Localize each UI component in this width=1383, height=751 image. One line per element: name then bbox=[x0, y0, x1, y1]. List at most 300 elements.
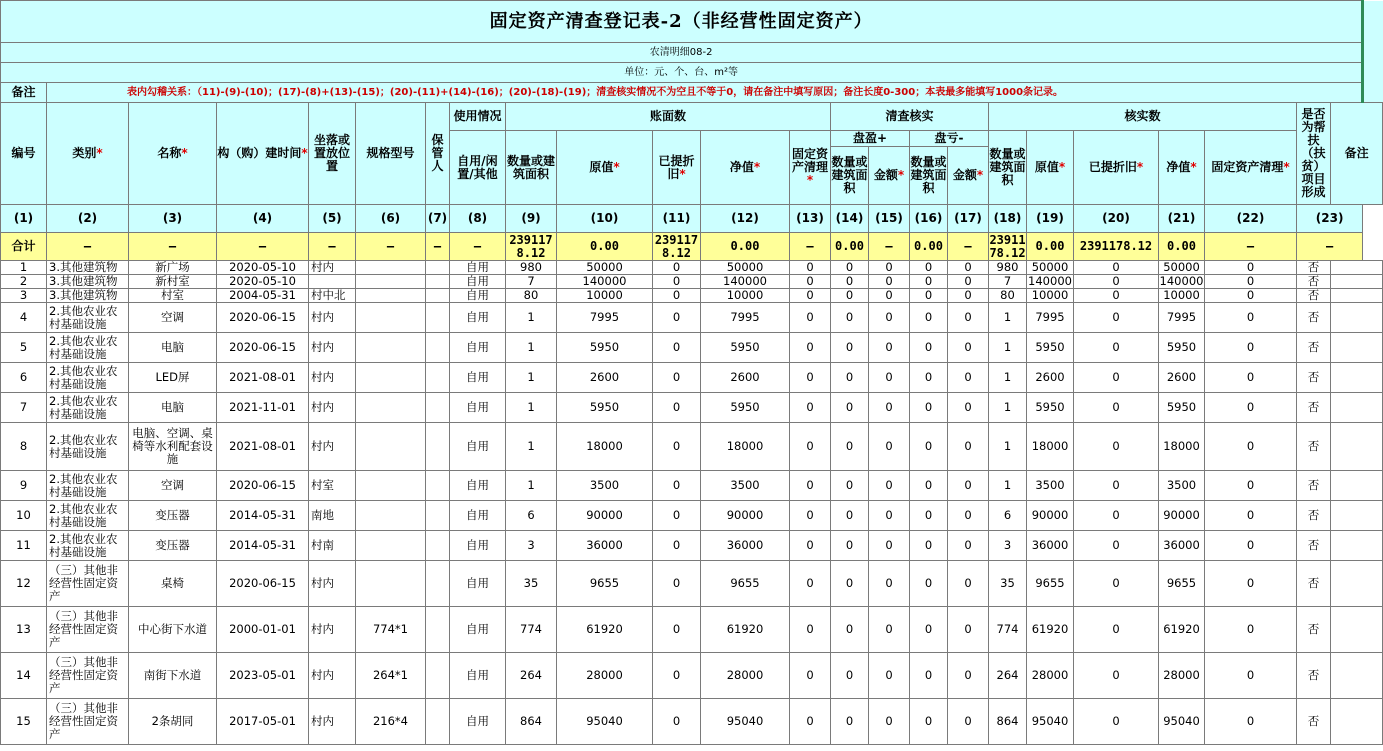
table-cell[interactable]: 0 bbox=[1205, 531, 1297, 561]
table-cell[interactable] bbox=[309, 275, 356, 289]
table-cell[interactable]: 0 bbox=[790, 261, 831, 275]
table-cell[interactable] bbox=[426, 561, 450, 607]
table-cell[interactable] bbox=[426, 261, 450, 275]
table-cell[interactable]: 0 bbox=[910, 607, 948, 653]
table-cell[interactable]: 0 bbox=[790, 699, 831, 745]
table-cell[interactable]: 3.其他建筑物 bbox=[47, 261, 129, 275]
table-cell[interactable]: 36000 bbox=[557, 531, 653, 561]
table-cell[interactable]: 桌椅 bbox=[129, 561, 217, 607]
table-cell[interactable]: 0 bbox=[869, 275, 910, 289]
table-cell[interactable]: 0 bbox=[790, 289, 831, 303]
table-row[interactable] bbox=[1, 261, 1383, 275]
remark-cell[interactable] bbox=[1331, 471, 1383, 501]
table-cell[interactable]: 变压器 bbox=[129, 501, 217, 531]
table-cell[interactable]: 否 bbox=[1297, 653, 1331, 699]
table-cell[interactable]: 0 bbox=[831, 275, 869, 289]
table-cell[interactable] bbox=[356, 363, 426, 393]
table-cell[interactable]: 774*1 bbox=[356, 607, 426, 653]
table-cell[interactable]: 1 bbox=[1, 261, 47, 275]
table-cell[interactable]: 2.其他农业农村基础设施 bbox=[47, 333, 129, 363]
table-cell[interactable]: 0 bbox=[1074, 653, 1159, 699]
table-cell[interactable]: 80 bbox=[506, 289, 557, 303]
table-cell[interactable]: 否 bbox=[1297, 261, 1331, 275]
table-cell[interactable]: 5950 bbox=[1027, 333, 1074, 363]
table-cell[interactable]: 0 bbox=[948, 333, 989, 363]
table-cell[interactable]: 0 bbox=[948, 531, 989, 561]
table-cell[interactable]: 自用 bbox=[450, 471, 506, 501]
table-cell[interactable]: 7 bbox=[989, 275, 1027, 289]
table-cell[interactable]: 0 bbox=[790, 653, 831, 699]
table-cell[interactable]: 1 bbox=[989, 333, 1027, 363]
table-cell[interactable]: 0 bbox=[948, 423, 989, 471]
table-row[interactable] bbox=[1, 333, 1383, 363]
table-cell[interactable]: 2020-05-10 bbox=[217, 275, 309, 289]
table-cell[interactable]: 2.其他农业农村基础设施 bbox=[47, 363, 129, 393]
table-cell[interactable]: 35 bbox=[989, 561, 1027, 607]
table-cell[interactable]: 0 bbox=[1205, 699, 1297, 745]
table-cell[interactable]: 0 bbox=[1074, 393, 1159, 423]
table-cell[interactable]: 自用 bbox=[450, 501, 506, 531]
table-cell[interactable]: 0 bbox=[1205, 333, 1297, 363]
table-cell[interactable]: 0 bbox=[948, 653, 989, 699]
table-cell[interactable]: 否 bbox=[1297, 275, 1331, 289]
table-cell[interactable]: 0 bbox=[869, 423, 910, 471]
table-cell[interactable]: 南地 bbox=[309, 501, 356, 531]
table-cell[interactable]: 0 bbox=[1205, 653, 1297, 699]
table-cell[interactable]: 3500 bbox=[1027, 471, 1074, 501]
table-cell[interactable]: 7 bbox=[506, 275, 557, 289]
table-cell[interactable]: 2023-05-01 bbox=[217, 653, 309, 699]
table-cell[interactable]: 0 bbox=[653, 501, 701, 531]
table-cell[interactable]: 空调 bbox=[129, 303, 217, 333]
table-cell[interactable]: 0 bbox=[910, 501, 948, 531]
table-cell[interactable]: 0 bbox=[790, 333, 831, 363]
table-cell[interactable]: 774 bbox=[989, 607, 1027, 653]
table-cell[interactable]: 2020-06-15 bbox=[217, 471, 309, 501]
table-cell[interactable]: 14 bbox=[1, 653, 47, 699]
table-row[interactable] bbox=[1, 607, 1383, 653]
table-cell[interactable]: 0 bbox=[910, 303, 948, 333]
table-cell[interactable]: 自用 bbox=[450, 303, 506, 333]
table-cell[interactable] bbox=[426, 363, 450, 393]
table-cell[interactable]: 35 bbox=[506, 561, 557, 607]
table-cell[interactable]: 自用 bbox=[450, 261, 506, 275]
table-cell[interactable]: 否 bbox=[1297, 471, 1331, 501]
table-cell[interactable] bbox=[426, 289, 450, 303]
table-cell[interactable]: 村内 bbox=[309, 363, 356, 393]
table-cell[interactable]: 9 bbox=[1, 471, 47, 501]
table-cell[interactable]: （三）其他非经营性固定资产 bbox=[47, 607, 129, 653]
table-cell[interactable]: 0 bbox=[653, 471, 701, 501]
table-cell[interactable]: 3500 bbox=[701, 471, 790, 501]
table-cell[interactable]: 0 bbox=[1074, 501, 1159, 531]
table-cell[interactable] bbox=[426, 531, 450, 561]
table-cell[interactable]: 1 bbox=[989, 303, 1027, 333]
table-row[interactable] bbox=[1, 393, 1383, 423]
table-cell[interactable]: 774 bbox=[506, 607, 557, 653]
table-cell[interactable]: 80 bbox=[989, 289, 1027, 303]
table-cell[interactable]: 1 bbox=[506, 363, 557, 393]
table-cell[interactable]: 0 bbox=[948, 699, 989, 745]
table-cell[interactable] bbox=[356, 303, 426, 333]
table-cell[interactable]: 2600 bbox=[1027, 363, 1074, 393]
table-cell[interactable]: 9655 bbox=[701, 561, 790, 607]
table-cell[interactable] bbox=[426, 501, 450, 531]
table-cell[interactable]: 5950 bbox=[557, 333, 653, 363]
table-cell[interactable]: 村内 bbox=[309, 561, 356, 607]
table-cell[interactable]: 0 bbox=[831, 261, 869, 275]
table-cell[interactable]: 2004-05-31 bbox=[217, 289, 309, 303]
table-cell[interactable]: 村内 bbox=[309, 607, 356, 653]
table-cell[interactable]: 0 bbox=[790, 607, 831, 653]
table-cell[interactable]: 0 bbox=[869, 607, 910, 653]
table-cell[interactable]: 0 bbox=[1205, 423, 1297, 471]
table-cell[interactable] bbox=[426, 423, 450, 471]
table-cell[interactable]: 0 bbox=[831, 393, 869, 423]
table-cell[interactable]: 0 bbox=[948, 471, 989, 501]
table-cell[interactable]: 村内 bbox=[309, 393, 356, 423]
table-cell[interactable]: 18000 bbox=[701, 423, 790, 471]
table-cell[interactable]: 0 bbox=[653, 531, 701, 561]
table-cell[interactable]: 否 bbox=[1297, 607, 1331, 653]
table-cell[interactable]: 自用 bbox=[450, 607, 506, 653]
table-cell[interactable]: 28000 bbox=[701, 653, 790, 699]
table-cell[interactable]: 村内 bbox=[309, 653, 356, 699]
table-cell[interactable]: 2 bbox=[1, 275, 47, 289]
table-cell[interactable] bbox=[426, 303, 450, 333]
table-cell[interactable]: 0 bbox=[653, 275, 701, 289]
table-cell[interactable]: 11 bbox=[1, 531, 47, 561]
table-cell[interactable]: 2000-01-01 bbox=[217, 607, 309, 653]
remark-cell[interactable] bbox=[1331, 333, 1383, 363]
table-cell[interactable]: 3 bbox=[506, 531, 557, 561]
table-cell[interactable]: 0 bbox=[1205, 471, 1297, 501]
table-cell[interactable]: 2021-08-01 bbox=[217, 423, 309, 471]
table-cell[interactable]: 2.其他农业农村基础设施 bbox=[47, 501, 129, 531]
table-cell[interactable]: 7995 bbox=[557, 303, 653, 333]
table-cell[interactable]: 0 bbox=[831, 423, 869, 471]
table-cell[interactable]: 村室 bbox=[129, 289, 217, 303]
table-cell[interactable]: 否 bbox=[1297, 363, 1331, 393]
table-cell[interactable]: 0 bbox=[790, 363, 831, 393]
table-cell[interactable]: 864 bbox=[506, 699, 557, 745]
table-cell[interactable]: 1 bbox=[506, 423, 557, 471]
table-cell[interactable]: 0 bbox=[1074, 261, 1159, 275]
table-cell[interactable]: 1 bbox=[989, 363, 1027, 393]
remark-cell[interactable] bbox=[1331, 363, 1383, 393]
remark-cell[interactable] bbox=[1331, 393, 1383, 423]
table-cell[interactable]: 216*4 bbox=[356, 699, 426, 745]
table-cell[interactable]: 2020-06-15 bbox=[217, 561, 309, 607]
table-cell[interactable]: 0 bbox=[653, 607, 701, 653]
table-cell[interactable]: 0 bbox=[910, 289, 948, 303]
table-cell[interactable] bbox=[356, 275, 426, 289]
table-cell[interactable]: 0 bbox=[948, 275, 989, 289]
table-cell[interactable]: 1 bbox=[506, 333, 557, 363]
table-cell[interactable]: 2014-05-31 bbox=[217, 501, 309, 531]
table-cell[interactable]: 2.其他农业农村基础设施 bbox=[47, 393, 129, 423]
table-cell[interactable]: 0 bbox=[910, 531, 948, 561]
table-cell[interactable] bbox=[356, 501, 426, 531]
table-cell[interactable]: 0 bbox=[831, 561, 869, 607]
table-cell[interactable]: 13 bbox=[1, 607, 47, 653]
table-cell[interactable]: 0 bbox=[831, 501, 869, 531]
table-cell[interactable]: 0 bbox=[1205, 275, 1297, 289]
table-cell[interactable]: 0 bbox=[831, 653, 869, 699]
table-cell[interactable]: 61920 bbox=[1027, 607, 1074, 653]
table-cell[interactable]: 0 bbox=[910, 261, 948, 275]
table-cell[interactable]: 5950 bbox=[557, 393, 653, 423]
table-cell[interactable]: 0 bbox=[1074, 289, 1159, 303]
table-cell[interactable]: 2020-06-15 bbox=[217, 303, 309, 333]
table-cell[interactable]: 1 bbox=[506, 471, 557, 501]
table-cell[interactable]: 5950 bbox=[1159, 333, 1205, 363]
table-cell[interactable]: 2020-06-15 bbox=[217, 333, 309, 363]
table-cell[interactable]: 新广场 bbox=[129, 261, 217, 275]
remark-cell[interactable] bbox=[1331, 289, 1383, 303]
table-cell[interactable] bbox=[356, 261, 426, 275]
table-cell[interactable]: 否 bbox=[1297, 561, 1331, 607]
table-cell[interactable]: 否 bbox=[1297, 531, 1331, 561]
table-cell[interactable]: 6 bbox=[1, 363, 47, 393]
table-cell[interactable]: 2600 bbox=[1159, 363, 1205, 393]
table-cell[interactable]: 3 bbox=[1, 289, 47, 303]
table-cell[interactable]: 0 bbox=[790, 531, 831, 561]
remark-cell[interactable] bbox=[1331, 261, 1383, 275]
remark-cell[interactable] bbox=[1331, 531, 1383, 561]
table-cell[interactable]: 否 bbox=[1297, 393, 1331, 423]
table-cell[interactable]: 6 bbox=[989, 501, 1027, 531]
table-cell[interactable]: 0 bbox=[1074, 363, 1159, 393]
table-cell[interactable]: 自用 bbox=[450, 333, 506, 363]
table-cell[interactable]: 0 bbox=[653, 561, 701, 607]
table-cell[interactable]: LED屏 bbox=[129, 363, 217, 393]
table-cell[interactable]: 0 bbox=[948, 501, 989, 531]
table-cell[interactable]: 10000 bbox=[557, 289, 653, 303]
table-cell[interactable]: 1 bbox=[989, 423, 1027, 471]
table-cell[interactable]: 0 bbox=[869, 531, 910, 561]
table-cell[interactable] bbox=[426, 275, 450, 289]
table-cell[interactable]: 自用 bbox=[450, 275, 506, 289]
table-cell[interactable] bbox=[356, 333, 426, 363]
table-cell[interactable]: 0 bbox=[1074, 531, 1159, 561]
table-cell[interactable]: 电脑、空调、桌椅等水利配套设施 bbox=[129, 423, 217, 471]
table-cell[interactable]: 9655 bbox=[1027, 561, 1074, 607]
table-cell[interactable]: 61920 bbox=[701, 607, 790, 653]
table-cell[interactable]: 0 bbox=[869, 393, 910, 423]
table-cell[interactable]: 0 bbox=[1074, 471, 1159, 501]
table-cell[interactable]: 自用 bbox=[450, 393, 506, 423]
table-cell[interactable]: 2017-05-01 bbox=[217, 699, 309, 745]
table-cell[interactable]: 村内 bbox=[309, 333, 356, 363]
table-cell[interactable]: 0 bbox=[910, 561, 948, 607]
table-cell[interactable]: 2600 bbox=[701, 363, 790, 393]
table-cell[interactable]: 0 bbox=[790, 501, 831, 531]
table-cell[interactable]: 自用 bbox=[450, 289, 506, 303]
table-cell[interactable]: 0 bbox=[831, 607, 869, 653]
table-cell[interactable]: 电脑 bbox=[129, 333, 217, 363]
table-cell[interactable] bbox=[426, 653, 450, 699]
table-cell[interactable] bbox=[356, 561, 426, 607]
table-cell[interactable]: 0 bbox=[910, 423, 948, 471]
table-cell[interactable]: 自用 bbox=[450, 653, 506, 699]
table-cell[interactable]: 中心街下水道 bbox=[129, 607, 217, 653]
table-cell[interactable]: 2.其他农业农村基础设施 bbox=[47, 531, 129, 561]
table-cell[interactable]: 36000 bbox=[1027, 531, 1074, 561]
table-row[interactable] bbox=[1, 303, 1383, 333]
table-cell[interactable]: 28000 bbox=[557, 653, 653, 699]
table-cell[interactable] bbox=[356, 471, 426, 501]
table-cell[interactable]: 864 bbox=[989, 699, 1027, 745]
table-cell[interactable]: 0 bbox=[948, 261, 989, 275]
table-cell[interactable]: 0 bbox=[1074, 699, 1159, 745]
table-cell[interactable]: 村中北 bbox=[309, 289, 356, 303]
table-cell[interactable] bbox=[356, 289, 426, 303]
table-cell[interactable]: 8 bbox=[1, 423, 47, 471]
table-cell[interactable]: 变压器 bbox=[129, 531, 217, 561]
table-cell[interactable]: 0 bbox=[653, 653, 701, 699]
remark-cell[interactable] bbox=[1331, 607, 1383, 653]
table-cell[interactable]: 10000 bbox=[1159, 289, 1205, 303]
table-cell[interactable]: 95040 bbox=[1159, 699, 1205, 745]
table-row[interactable] bbox=[1, 275, 1383, 289]
table-cell[interactable]: 3500 bbox=[1159, 471, 1205, 501]
table-cell[interactable]: 0 bbox=[1074, 561, 1159, 607]
table-cell[interactable]: 0 bbox=[869, 261, 910, 275]
table-cell[interactable]: 否 bbox=[1297, 303, 1331, 333]
table-cell[interactable]: 0 bbox=[831, 303, 869, 333]
table-cell[interactable]: 36000 bbox=[701, 531, 790, 561]
table-cell[interactable]: 0 bbox=[653, 393, 701, 423]
table-row[interactable] bbox=[1, 423, 1383, 471]
table-cell[interactable]: 0 bbox=[948, 289, 989, 303]
table-cell[interactable]: 0 bbox=[1205, 561, 1297, 607]
table-cell[interactable]: 18000 bbox=[1027, 423, 1074, 471]
table-cell[interactable]: 0 bbox=[831, 363, 869, 393]
table-cell[interactable]: 50000 bbox=[701, 261, 790, 275]
table-cell[interactable]: 95040 bbox=[557, 699, 653, 745]
table-cell[interactable]: 1 bbox=[989, 393, 1027, 423]
table-row[interactable] bbox=[1, 501, 1383, 531]
table-cell[interactable]: 0 bbox=[948, 607, 989, 653]
table-row[interactable] bbox=[1, 699, 1383, 745]
table-cell[interactable]: 10 bbox=[1, 501, 47, 531]
table-cell[interactable]: 村内 bbox=[309, 303, 356, 333]
table-cell[interactable]: 0 bbox=[869, 653, 910, 699]
table-cell[interactable]: 18000 bbox=[557, 423, 653, 471]
table-cell[interactable]: 61920 bbox=[1159, 607, 1205, 653]
table-cell[interactable]: 5950 bbox=[1027, 393, 1074, 423]
table-row[interactable] bbox=[1, 561, 1383, 607]
remark-cell[interactable] bbox=[1331, 561, 1383, 607]
table-cell[interactable]: 140000 bbox=[701, 275, 790, 289]
remark-cell[interactable] bbox=[1331, 423, 1383, 471]
table-cell[interactable]: 140000 bbox=[1028, 274, 1072, 288]
table-cell[interactable]: 2021-11-01 bbox=[217, 393, 309, 423]
table-cell[interactable]: 9655 bbox=[1159, 561, 1205, 607]
table-cell[interactable]: 否 bbox=[1297, 333, 1331, 363]
table-cell[interactable]: 0 bbox=[948, 393, 989, 423]
table-cell[interactable]: 140000 bbox=[1159, 274, 1204, 288]
table-cell[interactable]: 0 bbox=[1205, 393, 1297, 423]
table-cell[interactable]: 村南 bbox=[309, 531, 356, 561]
table-cell[interactable]: 0 bbox=[1074, 303, 1159, 333]
table-cell[interactable]: 0 bbox=[1205, 261, 1297, 275]
table-cell[interactable]: 980 bbox=[506, 261, 557, 275]
table-cell[interactable]: 0 bbox=[910, 333, 948, 363]
table-cell[interactable]: 7995 bbox=[701, 303, 790, 333]
table-cell[interactable]: 否 bbox=[1297, 501, 1331, 531]
table-cell[interactable]: 村内 bbox=[309, 699, 356, 745]
table-cell[interactable]: 0 bbox=[653, 423, 701, 471]
table-cell[interactable]: 0 bbox=[869, 471, 910, 501]
table-cell[interactable]: 0 bbox=[790, 303, 831, 333]
table-cell[interactable]: 自用 bbox=[450, 699, 506, 745]
table-cell[interactable]: 村内 bbox=[309, 423, 356, 471]
table-cell[interactable]: 0 bbox=[1074, 423, 1159, 471]
table-cell[interactable]: 7995 bbox=[1159, 303, 1205, 333]
table-cell[interactable]: 7 bbox=[1, 393, 47, 423]
table-cell[interactable]: 12 bbox=[1, 561, 47, 607]
table-cell[interactable]: 50000 bbox=[1159, 261, 1205, 275]
table-cell[interactable]: 村内 bbox=[309, 261, 356, 275]
table-row[interactable] bbox=[1, 653, 1383, 699]
table-cell[interactable]: 1 bbox=[989, 471, 1027, 501]
table-cell[interactable]: 2020-05-10 bbox=[217, 261, 309, 275]
table-cell[interactable]: 否 bbox=[1297, 699, 1331, 745]
table-cell[interactable]: 0 bbox=[1205, 363, 1297, 393]
table-cell[interactable]: 0 bbox=[790, 423, 831, 471]
table-cell[interactable]: 10000 bbox=[701, 289, 790, 303]
table-cell[interactable]: 264 bbox=[506, 653, 557, 699]
table-cell[interactable]: 0 bbox=[831, 471, 869, 501]
table-cell[interactable]: 90000 bbox=[1027, 501, 1074, 531]
table-row[interactable] bbox=[1, 289, 1383, 303]
table-cell[interactable]: 2.其他农业农村基础设施 bbox=[47, 423, 129, 471]
table-cell[interactable]: 0 bbox=[653, 699, 701, 745]
table-cell[interactable]: （三）其他非经营性固定资产 bbox=[47, 653, 129, 699]
table-row[interactable] bbox=[1, 363, 1383, 393]
table-cell[interactable]: 否 bbox=[1297, 423, 1331, 471]
table-cell[interactable]: 10000 bbox=[1027, 289, 1074, 303]
table-cell[interactable] bbox=[426, 699, 450, 745]
table-cell[interactable]: 0 bbox=[790, 561, 831, 607]
table-cell[interactable]: 0 bbox=[653, 261, 701, 275]
table-cell[interactable]: 264*1 bbox=[356, 653, 426, 699]
table-cell[interactable]: 0 bbox=[653, 303, 701, 333]
table-row[interactable] bbox=[1, 471, 1383, 501]
table-cell[interactable]: 9655 bbox=[557, 561, 653, 607]
table-cell[interactable]: 0 bbox=[869, 363, 910, 393]
table-cell[interactable]: 0 bbox=[1205, 501, 1297, 531]
remark-cell[interactable] bbox=[1331, 303, 1383, 333]
table-cell[interactable]: 2021-08-01 bbox=[217, 363, 309, 393]
table-cell[interactable]: 0 bbox=[831, 289, 869, 303]
table-cell[interactable]: 自用 bbox=[450, 423, 506, 471]
table-cell[interactable]: 2014-05-31 bbox=[217, 531, 309, 561]
table-cell[interactable]: 1 bbox=[506, 393, 557, 423]
table-cell[interactable]: 1 bbox=[506, 303, 557, 333]
table-cell[interactable]: 0 bbox=[831, 699, 869, 745]
table-cell[interactable]: 95040 bbox=[1027, 699, 1074, 745]
table-cell[interactable]: 0 bbox=[790, 275, 831, 289]
table-cell[interactable]: 0 bbox=[910, 363, 948, 393]
table-cell[interactable] bbox=[356, 423, 426, 471]
table-cell[interactable] bbox=[356, 531, 426, 561]
table-cell[interactable]: 0 bbox=[948, 363, 989, 393]
table-cell[interactable]: 5950 bbox=[701, 393, 790, 423]
table-cell[interactable]: 5950 bbox=[701, 333, 790, 363]
